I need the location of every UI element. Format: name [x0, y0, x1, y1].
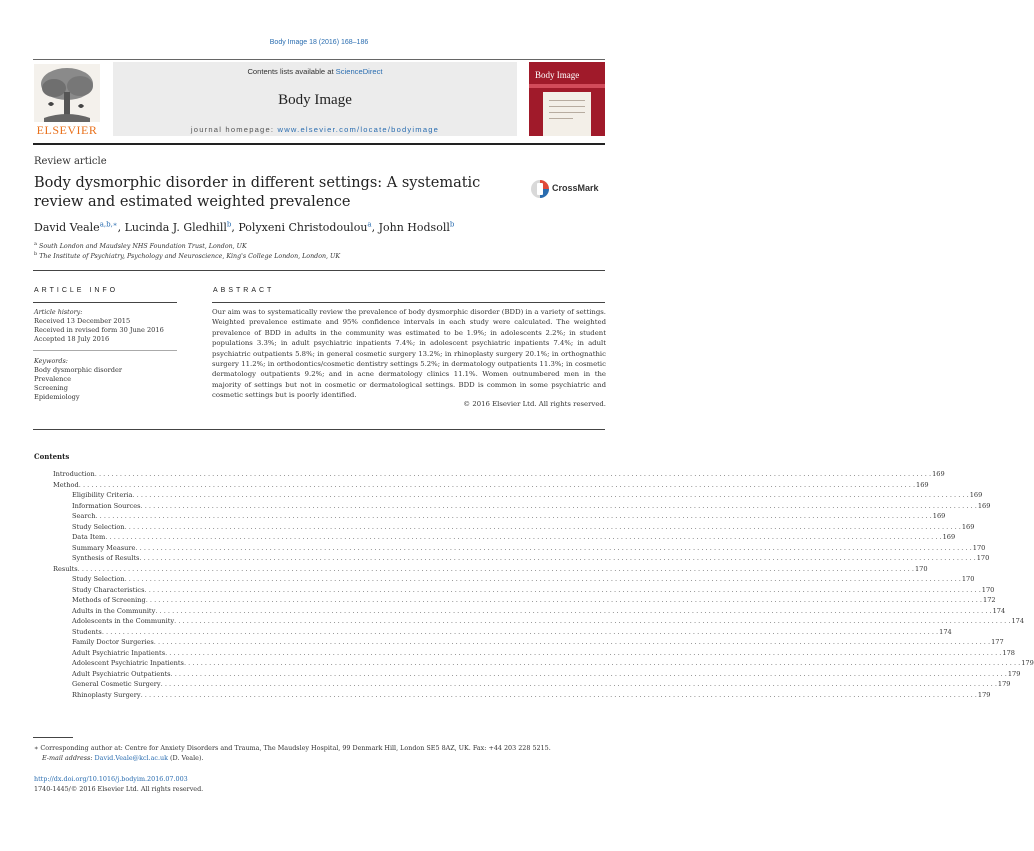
article-history-received: Received 13 December 2015: [34, 317, 131, 325]
toc-entry-page: 170: [914, 564, 928, 573]
author-separator: ,: [371, 220, 379, 234]
toc-entry-label: Method: [53, 480, 79, 489]
keywords-label: Keywords:: [34, 357, 68, 365]
toc-entry-label: Study Selection: [72, 522, 125, 531]
toc-entry-label: Study Characteristics: [72, 585, 145, 594]
cover-line: [549, 112, 585, 113]
article-type: Review article: [34, 156, 107, 167]
toc-entry-label: Study Selection: [72, 575, 125, 583]
abstract-text: Our aim was to systematically review the prevalence of body dysmorphic disorder (BDD) in a variety of settings. Weighted prevalence estimate and 95% confidence intervals in each study were calculated. The weighted prevalence of BDD in adults in the community was estimated to be 1.9%; in adolescents 2.2%; in student populations 3.3%; in adult psychiatric inpatients 7.4%; in adolescent psychiatric inpatients 7.4%; in adult psychiatric outpatients 5.8%; in general cosmetic surgery 13.2%; in rhinoplasty surgery 20.1%; in orthognathic surgery 11.2%; in orthodontics/cosmetic dentistry settings 5.2%; in dermatology outpatients 11.3%; in cosmetic dermatology outpatients 9.2%; and in acne dermatology clinics 11.1%. Women outnumbered men in the majority of settings but not in cosmetic or dermatological settings. BDD is common in some psychiatric and cosmetic settings but is poorly identified.: [212, 308, 606, 400]
toc-entry-page: 169: [916, 480, 929, 489]
footnote-mark: ∗: [34, 744, 39, 752]
homepage-link[interactable]: www.elsevier.com/locate/bodyimage: [277, 125, 440, 134]
toc-entry[interactable]: [34, 627, 952, 638]
cover-page-image: [543, 92, 591, 136]
email-line: [34, 754, 606, 764]
toc-leader-dots: . . . . . . . . . . . . . . . . . . . . . . . . . . . . . . . . . . . . . . . . . . . . . . . . . . . . . . . . . . . . . . . . . . . . . . . . . . . . . . . . . . . . . . . . . . . . . . . . . . . . . . . . . . . . . . . . . . . . . . . . . . . . . . . . . . . . . . . . . . . . . . . . . . . . . . . . . . . . . . . . . . . . . . . . . . . . . . . . . . . . . . . . . . . . . . . . . . . . . . . .: [170, 669, 1007, 678]
toc-leader-dots: . . . . . . . . . . . . . . . . . . . . . . . . . . . . . . . . . . . . . . . . . . . . . . . . . . . . . . . . . . . . . . . . . . . . . . . . . . . . . . . . . . . . . . . . . . . . . . . . . . . . . . . . . . . . . . . . . . . . . . . . . . . . . . . . . . . . . . . . . . . . . . . . . . . . . . . . . . . . . . . . . . . . . . . . . . . . . . . . . . . . . . . . . . . . . . . . . . . . . . . .: [139, 554, 976, 562]
contents-prefix: Contents lists available at: [247, 67, 336, 76]
toc-leader-dots: . . . . . . . . . . . . . . . . . . . . . . . . . . . . . . . . . . . . . . . . . . . . . . . . . . . . . . . . . . . . . . . . . . . . . . . . . . . . . . . . . . . . . . . . . . . . . . . . . . . . . . . . . . . . . . . . . . . . . . . . . . . . . . . . . . . . . . . . . . . . . . . . . . . . . . . . . . . . . . . . . . . . . . . . . . . . . . . . . . . . . . . . . . . . . . . . . . . . . . . .: [101, 627, 939, 636]
article-history-revised: Received in revised form 30 June 2016: [34, 326, 164, 334]
toc-entry[interactable]: [34, 511, 946, 522]
article-history-label: Article history:: [34, 308, 83, 316]
toc-leader-dots: . . . . . . . . . . . . . . . . . . . . . . . . . . . . . . . . . . . . . . . . . . . . . . . . . . . . . . . . . . . . . . . . . . . . . . . . . . . . . . . . . . . . . . . . . . . . . . . . . . . . . . . . . . . . . . . . . . . . . . . . . . . . . . . . . . . . . . . . . . . . . . . . . . . . . . . . . . . . . . . . . . . . . . . . . . . . . . . . . . . . . . . . . . . . . . . . . . . . . . . .: [78, 480, 916, 489]
toc-entry-page: 169: [942, 533, 956, 541]
toc-entry-page: 178: [1002, 648, 1015, 657]
toc-entry[interactable]: [34, 595, 996, 606]
email-suffix: (D. Veale).: [168, 753, 204, 762]
toc-leader-dots: . . . . . . . . . . . . . . . . . . . . . . . . . . . . . . . . . . . . . . . . . . . . . . . . . . . . . . . . . . . . . . . . . . . . . . . . . . . . . . . . . . . . . . . . . . . . . . . . . . . . . . . . . . . . . . . . . . . . . . . . . . . . . . . . . . . . . . . . . . . . . . . . . . . . . . . . . . . . . . . . . . . . . . . . . . . . . . . . . . . . . . . . . . . . . . . . . . . . . . . .: [145, 596, 983, 604]
author-separator: ,: [117, 220, 125, 234]
toc-entry-label: Introduction: [53, 470, 95, 478]
toc-entry-page: 169: [932, 470, 945, 478]
corresponding-author-text: Corresponding author at: Centre for Anxiety Disorders and Trauma, The Maudsley Hospital, 99 Denmark Hill, London SE5 8AZ, UK. Fax: +44 203 228 5215.: [40, 744, 551, 752]
crossmark-badge[interactable]: [530, 178, 610, 200]
toc-entry[interactable]: [34, 637, 1004, 648]
author[interactable]: [238, 221, 378, 234]
toc-entry[interactable]: [34, 564, 928, 575]
corresponding-author-line: [34, 744, 606, 754]
abstract-heading: ABSTRACT: [213, 287, 275, 294]
affiliation: [34, 241, 247, 250]
toc-entry-label: Adults in the Community: [72, 606, 156, 615]
toc-entry[interactable]: [34, 469, 945, 480]
journal-title: Body Image: [278, 92, 352, 108]
toc-entry[interactable]: [34, 574, 975, 585]
author-affiliation-mark[interactable]: b: [449, 220, 455, 228]
keyword[interactable]: Prevalence: [34, 375, 71, 383]
abstract-copyright: © 2016 Elsevier Ltd. All rights reserved.: [463, 400, 606, 408]
article-history-accepted: Accepted 18 July 2016: [34, 335, 110, 343]
affiliation-text: The Institute of Psychiatry, Psychology and Neuroscience, King's College London, London, UK: [39, 253, 341, 261]
email-link[interactable]: David.Veale@kcl.ac.uk: [94, 753, 169, 762]
toc-entry-label: Adolescent Psychiatric Inpatients: [72, 659, 184, 667]
toc-entry[interactable]: [34, 669, 1021, 680]
toc-leader-dots: . . . . . . . . . . . . . . . . . . . . . . . . . . . . . . . . . . . . . . . . . . . . . . . . . . . . . . . . . . . . . . . . . . . . . . . . . . . . . . . . . . . . . . . . . . . . . . . . . . . . . . . . . . . . . . . . . . . . . . . . . . . . . . . . . . . . . . . . . . . . . . . . . . . . . . . . . . . . . . . . . . . . . . . . . . . . . . . . . . . . . . . . . . . . . . . . . . . . . . . .: [155, 606, 992, 615]
toc-entry-page: 170: [972, 543, 986, 552]
toc-entry-page: 169: [969, 491, 983, 499]
toc-entry[interactable]: [34, 606, 1006, 617]
toc-entry-label: Data Item: [72, 533, 106, 541]
toc-entry-label: Methods of Screening: [72, 596, 146, 604]
author-affiliation-mark[interactable]: a,b,∗: [99, 220, 118, 228]
toc-entry-page: 169: [961, 522, 975, 531]
toc-entry-label: Summary Measure: [72, 543, 136, 552]
toc-entry-page: 172: [983, 596, 996, 604]
toc-entry-page: 169: [932, 512, 946, 520]
contents-heading: Contents: [34, 452, 70, 461]
toc-entry-label: Students: [72, 627, 102, 636]
toc-entry-page: 179: [977, 690, 991, 699]
toc-entry[interactable]: [34, 648, 1015, 659]
toc-entry[interactable]: [34, 585, 995, 596]
affiliation-mark: b: [34, 251, 38, 257]
table-of-contents: [34, 469, 1034, 700]
email-label: E-mail address:: [42, 753, 93, 762]
footnote-rule: [33, 737, 73, 738]
toc-entry-page: 174: [992, 606, 1006, 615]
masthead-top-rule: [33, 59, 605, 60]
toc-leader-dots: . . . . . . . . . . . . . . . . . . . . . . . . . . . . . . . . . . . . . . . . . . . . . . . . . . . . . . . . . . . . . . . . . . . . . . . . . . . . . . . . . . . . . . . . . . . . . . . . . . . . . . . . . . . . . . . . . . . . . . . . . . . . . . . . . . . . . . . . . . . . . . . . . . . . . . . . . . . . . . . . . . . . . . . . . . . . . . . . . . . . . . . . . . . . . . . . . . . . . . . .: [183, 659, 1021, 667]
contents-available-line: [113, 67, 517, 76]
toc-leader-dots: . . . . . . . . . . . . . . . . . . . . . . . . . . . . . . . . . . . . . . . . . . . . . . . . . . . . . . . . . . . . . . . . . . . . . . . . . . . . . . . . . . . . . . . . . . . . . . . . . . . . . . . . . . . . . . . . . . . . . . . . . . . . . . . . . . . . . . . . . . . . . . . . . . . . . . . . . . . . . . . . . . . . . . . . . . . . . . . . . . . . . . . . . . . . . . . . . . . . . . . .: [144, 585, 981, 594]
toc-leader-dots: . . . . . . . . . . . . . . . . . . . . . . . . . . . . . . . . . . . . . . . . . . . . . . . . . . . . . . . . . . . . . . . . . . . . . . . . . . . . . . . . . . . . . . . . . . . . . . . . . . . . . . . . . . . . . . . . . . . . . . . . . . . . . . . . . . . . . . . . . . . . . . . . . . . . . . . . . . . . . . . . . . . . . . . . . . . . . . . . . . . . . . . . . . . . . . . . . . . . . . . .: [135, 543, 972, 552]
article-info-rule: [33, 302, 177, 303]
toc-entry-label: Eligibility Criteria: [72, 491, 133, 499]
toc-entry-page: 174: [1011, 617, 1025, 625]
abstract-rule: [212, 302, 605, 303]
toc-entry[interactable]: [34, 480, 929, 491]
journal-cover-thumbnail[interactable]: [529, 62, 605, 136]
toc-leader-dots: . . . . . . . . . . . . . . . . . . . . . . . . . . . . . . . . . . . . . . . . . . . . . . . . . . . . . . . . . . . . . . . . . . . . . . . . . . . . . . . . . . . . . . . . . . . . . . . . . . . . . . . . . . . . . . . . . . . . . . . . . . . . . . . . . . . . . . . . . . . . . . . . . . . . . . . . . . . . . . . . . . . . . . . . . . . . . . . . . . . . . . . . . . . . . . . . . . . . . . . .: [105, 533, 942, 541]
crossmark-label: CrossMark: [552, 183, 599, 193]
toc-entry-label: Synthesis of Results: [72, 554, 140, 562]
cover-line: [549, 106, 585, 107]
toc-entry-label: Adult Psychiatric Outpatients: [72, 669, 171, 678]
toc-entry[interactable]: [34, 690, 991, 701]
toc-entry-page: 177: [991, 638, 1004, 646]
toc-leader-dots: . . . . . . . . . . . . . . . . . . . . . . . . . . . . . . . . . . . . . . . . . . . . . . . . . . . . . . . . . . . . . . . . . . . . . . . . . . . . . . . . . . . . . . . . . . . . . . . . . . . . . . . . . . . . . . . . . . . . . . . . . . . . . . . . . . . . . . . . . . . . . . . . . . . . . . . . . . . . . . . . . . . . . . . . . . . . . . . . . . . . . . . . . . . . . . . . . . . . . . . .: [132, 491, 969, 499]
toc-entry-page: 179: [1021, 659, 1034, 667]
toc-entry[interactable]: [34, 679, 1011, 690]
toc-entry-page: 170: [976, 554, 990, 562]
toc-entry[interactable]: [34, 501, 991, 512]
author[interactable]: [379, 221, 455, 234]
toc-entry[interactable]: [34, 543, 986, 554]
author-name: John Hodsoll: [378, 220, 450, 234]
toc-leader-dots: . . . . . . . . . . . . . . . . . . . . . . . . . . . . . . . . . . . . . . . . . . . . . . . . . . . . . . . . . . . . . . . . . . . . . . . . . . . . . . . . . . . . . . . . . . . . . . . . . . . . . . . . . . . . . . . . . . . . . . . . . . . . . . . . . . . . . . . . . . . . . . . . . . . . . . . . . . . . . . . . . . . . . . . . . . . . . . . . . . . . . . . . . . . . . . . . . . . . . . . .: [140, 690, 977, 699]
toc-entry-page: 179: [997, 680, 1011, 688]
keyword[interactable]: Body dysmorphic disorder: [34, 366, 123, 374]
toc-entry-label: Adolescents in the Community: [72, 617, 175, 625]
author-name: David Veale: [34, 220, 100, 234]
homepage-prefix: journal homepage:: [190, 125, 278, 134]
affiliation-mark: a: [34, 241, 37, 247]
toc-entry-label: Results: [53, 564, 78, 573]
cover-band: [529, 84, 605, 88]
toc-entry-label: Family Doctor Surgeries: [72, 638, 154, 646]
keyword[interactable]: Epidemiology: [34, 393, 80, 401]
author[interactable]: [34, 221, 125, 234]
toc-entry[interactable]: [34, 616, 1025, 627]
toc-entry-page: 174: [939, 627, 952, 636]
article-info-heading: ARTICLE INFO: [34, 287, 119, 294]
author-list: [34, 220, 594, 234]
cover-line: [549, 118, 573, 119]
toc-entry-label: Search: [72, 512, 96, 520]
toc-leader-dots: . . . . . . . . . . . . . . . . . . . . . . . . . . . . . . . . . . . . . . . . . . . . . . . . . . . . . . . . . . . . . . . . . . . . . . . . . . . . . . . . . . . . . . . . . . . . . . . . . . . . . . . . . . . . . . . . . . . . . . . . . . . . . . . . . . . . . . . . . . . . . . . . . . . . . . . . . . . . . . . . . . . . . . . . . . . . . . . . . . . . . . . . . . . . . . . . . . . . . . . .: [124, 522, 961, 531]
toc-entry[interactable]: [34, 658, 1034, 669]
corresponding-author-footnote: [34, 744, 606, 763]
keyword[interactable]: Screening: [34, 384, 68, 392]
abstract-divider: [33, 429, 605, 430]
toc-leader-dots: . . . . . . . . . . . . . . . . . . . . . . . . . . . . . . . . . . . . . . . . . . . . . . . . . . . . . . . . . . . . . . . . . . . . . . . . . . . . . . . . . . . . . . . . . . . . . . . . . . . . . . . . . . . . . . . . . . . . . . . . . . . . . . . . . . . . . . . . . . . . . . . . . . . . . . . . . . . . . . . . . . . . . . . . . . . . . . . . . . . . . . . . . . . . . . . . . . . . . . . .: [124, 575, 961, 583]
cover-line: [549, 100, 585, 101]
toc-entry-page: 179: [1007, 669, 1021, 678]
toc-leader-dots: . . . . . . . . . . . . . . . . . . . . . . . . . . . . . . . . . . . . . . . . . . . . . . . . . . . . . . . . . . . . . . . . . . . . . . . . . . . . . . . . . . . . . . . . . . . . . . . . . . . . . . . . . . . . . . . . . . . . . . . . . . . . . . . . . . . . . . . . . . . . . . . . . . . . . . . . . . . . . . . . . . . . . . . . . . . . . . . . . . . . . . . . . . . . . . . . . . . . . . . .: [94, 470, 932, 478]
toc-leader-dots: . . . . . . . . . . . . . . . . . . . . . . . . . . . . . . . . . . . . . . . . . . . . . . . . . . . . . . . . . . . . . . . . . . . . . . . . . . . . . . . . . . . . . . . . . . . . . . . . . . . . . . . . . . . . . . . . . . . . . . . . . . . . . . . . . . . . . . . . . . . . . . . . . . . . . . . . . . . . . . . . . . . . . . . . . . . . . . . . . . . . . . . . . . . . . . . . . . . . . . . .: [77, 564, 914, 573]
toc-leader-dots: . . . . . . . . . . . . . . . . . . . . . . . . . . . . . . . . . . . . . . . . . . . . . . . . . . . . . . . . . . . . . . . . . . . . . . . . . . . . . . . . . . . . . . . . . . . . . . . . . . . . . . . . . . . . . . . . . . . . . . . . . . . . . . . . . . . . . . . . . . . . . . . . . . . . . . . . . . . . . . . . . . . . . . . . . . . . . . . . . . . . . . . . . . . . . . . . . . . . . . . .: [153, 638, 991, 646]
author-name: Polyxeni Christodoulou: [238, 220, 368, 234]
toc-entry-label: Rhinoplasty Surgery: [72, 690, 141, 699]
toc-entry[interactable]: [34, 490, 983, 501]
toc-entry-label: Information Sources: [72, 501, 141, 510]
author-separator: ,: [231, 220, 239, 234]
toc-entry-page: 170: [961, 575, 975, 583]
toc-leader-dots: . . . . . . . . . . . . . . . . . . . . . . . . . . . . . . . . . . . . . . . . . . . . . . . . . . . . . . . . . . . . . . . . . . . . . . . . . . . . . . . . . . . . . . . . . . . . . . . . . . . . . . . . . . . . . . . . . . . . . . . . . . . . . . . . . . . . . . . . . . . . . . . . . . . . . . . . . . . . . . . . . . . . . . . . . . . . . . . . . . . . . . . . . . . . . . . . . . . . . . . .: [174, 617, 1011, 625]
toc-leader-dots: . . . . . . . . . . . . . . . . . . . . . . . . . . . . . . . . . . . . . . . . . . . . . . . . . . . . . . . . . . . . . . . . . . . . . . . . . . . . . . . . . . . . . . . . . . . . . . . . . . . . . . . . . . . . . . . . . . . . . . . . . . . . . . . . . . . . . . . . . . . . . . . . . . . . . . . . . . . . . . . . . . . . . . . . . . . . . . . . . . . . . . . . . . . . . . . . . . . . . . . .: [95, 512, 932, 520]
article-info-subrule: [33, 350, 177, 351]
toc-leader-dots: . . . . . . . . . . . . . . . . . . . . . . . . . . . . . . . . . . . . . . . . . . . . . . . . . . . . . . . . . . . . . . . . . . . . . . . . . . . . . . . . . . . . . . . . . . . . . . . . . . . . . . . . . . . . . . . . . . . . . . . . . . . . . . . . . . . . . . . . . . . . . . . . . . . . . . . . . . . . . . . . . . . . . . . . . . . . . . . . . . . . . . . . . . . . . . . . . . . . . . . .: [160, 680, 997, 688]
doi-link[interactable]: http://dx.doi.org/10.1016/j.bodyim.2016.07.003: [34, 775, 188, 783]
toc-entry[interactable]: [34, 553, 990, 564]
masthead-bottom-rule: [33, 143, 605, 145]
affiliation-text: South London and Maudsley NHS Foundation Trust, London, UK: [39, 243, 247, 251]
crossmark-icon: [530, 178, 550, 200]
author-affiliation-mark[interactable]: b: [226, 220, 232, 228]
toc-entry[interactable]: [34, 522, 975, 533]
toc-entry-label: General Cosmetic Surgery: [72, 680, 161, 688]
toc-leader-dots: . . . . . . . . . . . . . . . . . . . . . . . . . . . . . . . . . . . . . . . . . . . . . . . . . . . . . . . . . . . . . . . . . . . . . . . . . . . . . . . . . . . . . . . . . . . . . . . . . . . . . . . . . . . . . . . . . . . . . . . . . . . . . . . . . . . . . . . . . . . . . . . . . . . . . . . . . . . . . . . . . . . . . . . . . . . . . . . . . . . . . . . . . . . . . . . . . . . . . . . .: [165, 648, 1002, 657]
author-name: Lucinda J. Gledhill: [124, 220, 227, 234]
author[interactable]: [125, 221, 239, 234]
publisher-name[interactable]: ELSEVIER: [36, 123, 98, 137]
affiliation: [34, 251, 340, 260]
article-title: Body dysmorphic disorder in different settings: A systematic review and estimated weighted prevalence: [34, 175, 481, 210]
toc-entry[interactable]: [34, 532, 956, 543]
toc-entry-label: Adult Psychiatric Inpatients: [72, 648, 166, 657]
toc-entry-page: 169: [977, 501, 991, 510]
cover-title: Body Image: [535, 70, 580, 80]
header-divider: [33, 270, 605, 271]
journal-homepage-line: [113, 125, 517, 134]
toc-leader-dots: . . . . . . . . . . . . . . . . . . . . . . . . . . . . . . . . . . . . . . . . . . . . . . . . . . . . . . . . . . . . . . . . . . . . . . . . . . . . . . . . . . . . . . . . . . . . . . . . . . . . . . . . . . . . . . . . . . . . . . . . . . . . . . . . . . . . . . . . . . . . . . . . . . . . . . . . . . . . . . . . . . . . . . . . . . . . . . . . . . . . . . . . . . . . . . . . . . . . . . . .: [140, 501, 977, 510]
toc-entry-page: 170: [981, 585, 995, 594]
author-affiliation-mark[interactable]: a: [367, 220, 372, 228]
issn-copyright: 1740-1445/© 2016 Elsevier Ltd. All rights reserved.: [34, 785, 204, 793]
running-head[interactable]: Body Image 18 (2016) 168–186: [269, 39, 369, 46]
sciencedirect-link[interactable]: ScienceDirect: [335, 67, 383, 76]
